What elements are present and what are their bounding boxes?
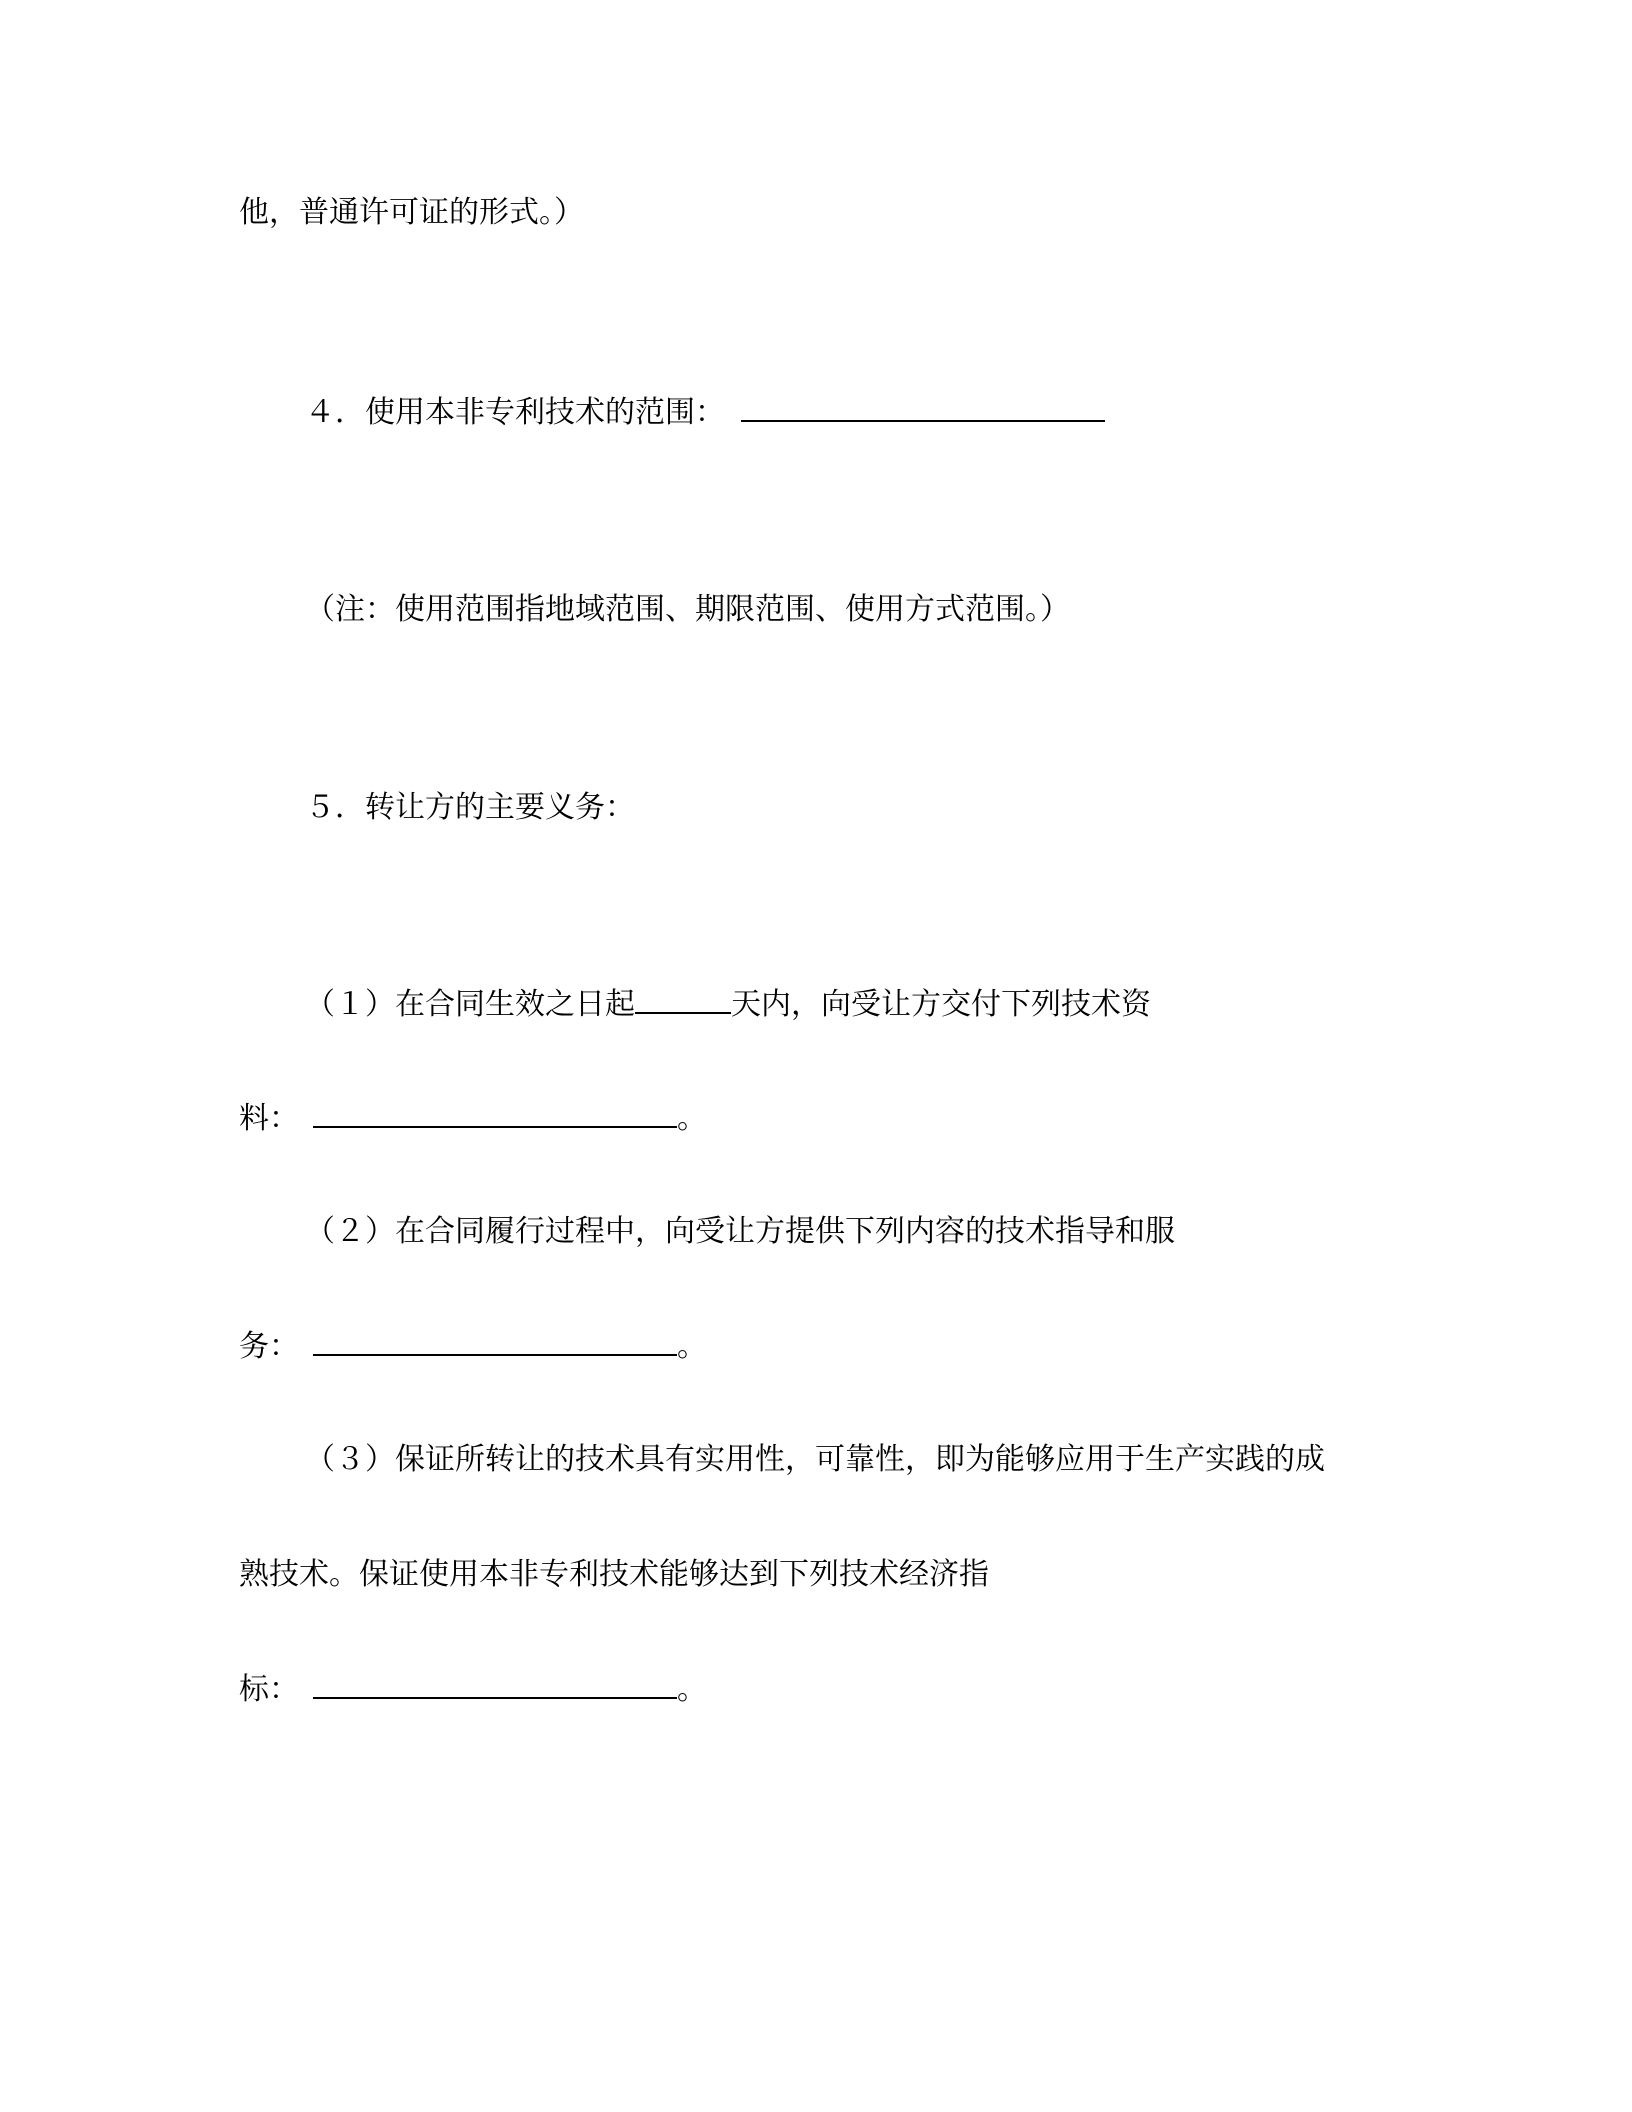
item-3-continuation — [239, 1555, 989, 1595]
service-blank-field — [313, 1326, 677, 1356]
days-blank-field — [635, 984, 731, 1014]
item-1-text-b: 天内，向受让方交付下列技术资 — [731, 987, 1151, 1022]
service-line — [239, 1326, 707, 1367]
materials-line — [239, 1098, 707, 1139]
period: 。 — [677, 1101, 707, 1136]
materials-label: 料： — [239, 1101, 299, 1136]
indicator-label: 标： — [239, 1672, 299, 1707]
item-2-line — [305, 1212, 1175, 1252]
note-text: （注：使用范围指地域范围、期限范围、使用方式范围。） — [305, 592, 1070, 627]
clause-4-label: ４．使用本非专利技术的范围： — [305, 395, 725, 430]
text: 他，普通许可证的形式。） — [239, 195, 584, 230]
scope-note — [305, 590, 1070, 630]
item-3-text-cont: 熟技术。保证使用本非专利技术能够达到下列技术经济指 — [239, 1557, 989, 1592]
service-label: 务： — [239, 1329, 299, 1364]
scope-blank-field — [741, 392, 1105, 422]
item-3-line — [305, 1440, 1325, 1480]
item-3-text: （３）保证所转让的技术具有实用性，可靠性，即为能够应用于生产实践的成 — [305, 1442, 1325, 1477]
clause-5-label: ５．转让方的主要义务： — [305, 790, 635, 825]
item-1-text-a: （１）在合同生效之日起 — [305, 987, 635, 1022]
period: 。 — [677, 1329, 707, 1364]
text-line-license-form — [239, 193, 584, 233]
indicator-blank-field — [313, 1669, 677, 1699]
indicator-line — [239, 1669, 707, 1710]
materials-blank-field — [313, 1098, 677, 1128]
clause-4-scope — [305, 392, 1105, 433]
item-1-line — [305, 984, 1151, 1025]
period: 。 — [677, 1672, 707, 1707]
item-2-text: （２）在合同履行过程中，向受让方提供下列内容的技术指导和服 — [305, 1214, 1175, 1249]
clause-5-heading — [305, 788, 635, 828]
